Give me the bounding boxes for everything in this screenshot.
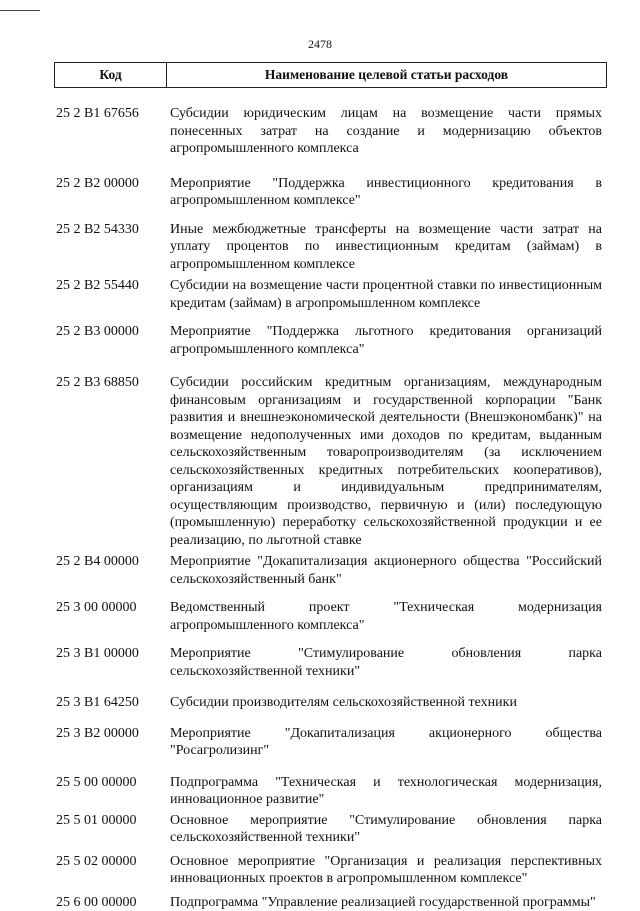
row-text: Иные межбюджетные трансферты на возмещение части затрат на уплату процентов по инвестиционным кредитам (займам) в агропромышленном комплексе [170,221,602,274]
row-text: Мероприятие "Поддержка льготного кредитования организаций агропромышленного комплекса" [170,323,602,358]
table-row [56,221,602,274]
row-code: 25 2 B1 67656 [56,105,170,123]
row-code: 25 2 B2 54330 [56,221,170,239]
header-name: Наименование целевой статьи расходов [167,63,606,87]
table-row [56,277,602,312]
page-number: 2478 [0,37,640,52]
row-text: Мероприятие "Стимулирование обновления парка сельскохозяйственной техники" [170,645,602,680]
table-row [56,599,602,634]
table-row [56,175,602,210]
row-code: 25 3 B1 00000 [56,645,170,663]
row-text: Субсидии российским кредитным организациям, международным финансовым организациям и государственной корпорации "Банк развития и внешнеэкономической деятельности (Внешэкономбанк)" на возмещение недополученных ими доходов по кредитам, выданным сельскохозяйственным товаропроизводителям (за исключением сельскохозяйственных кредитных потребительских кооперативов), организациям и индивидуальным предпринимателям, осуществляющим производство, первичную и (или) последующую (промышленную) переработку сельскохозяйственной продукции и ее реализацию, по льготной ставке [170,374,602,549]
row-code: 25 2 B3 00000 [56,323,170,341]
table-header [54,62,607,88]
table-body [56,105,602,911]
row-text: Мероприятие "Докапитализация акционерного общества "Росагролизинг" [170,725,602,760]
row-code: 25 3 B1 64250 [56,694,170,712]
corner-mark [0,0,40,11]
row-code: 25 3 B2 00000 [56,725,170,743]
header-code: Код [55,63,167,87]
table-row [56,323,602,358]
table-row [56,774,602,809]
row-code: 25 6 00 00000 [56,894,170,911]
table-row [56,645,602,680]
table-row [56,694,602,712]
row-text: Подпрограмма "Техническая и технологическая модернизация, инновационное развитие" [170,774,602,809]
row-code: 25 5 02 00000 [56,853,170,871]
table-row [56,812,602,847]
row-code: 25 2 B4 00000 [56,553,170,571]
row-text: Ведомственный проект "Техническая модернизация агропромышленного комплекса" [170,599,602,634]
row-text: Мероприятие "Поддержка инвестиционного кредитования в агропромышленном комплексе" [170,175,602,210]
row-text: Субсидии юридическим лицам на возмещение части прямых понесенных затрат на создание и модернизацию объектов агропромышленного комплекса [170,105,602,158]
table-row [56,894,602,911]
row-code: 25 3 00 00000 [56,599,170,617]
row-text: Основное мероприятие "Стимулирование обновления парка сельскохозяйственной техники" [170,812,602,847]
table-row [56,853,602,888]
row-code: 25 2 B2 00000 [56,175,170,193]
row-code: 25 2 B2 55440 [56,277,170,295]
table-row [56,374,602,549]
row-text: Субсидии производителям сельскохозяйственной техники [170,694,602,712]
row-code: 25 2 B3 68850 [56,374,170,392]
row-code: 25 5 00 00000 [56,774,170,792]
row-text: Основное мероприятие "Организация и реализация перспективных инновационных проектов в агропромышленном комплексе" [170,853,602,888]
row-text: Субсидии на возмещение части процентной ставки по инвестиционным кредитам (займам) в агропромышленном комплексе [170,277,602,312]
table-row [56,105,602,158]
row-text: Подпрограмма "Управление реализацией государственной программы" [170,894,602,911]
row-text: Мероприятие "Докапитализация акционерного общества "Российский сельскохозяйственный банк" [170,553,602,588]
row-code: 25 5 01 00000 [56,812,170,830]
table-row [56,725,602,760]
table-row [56,553,602,588]
